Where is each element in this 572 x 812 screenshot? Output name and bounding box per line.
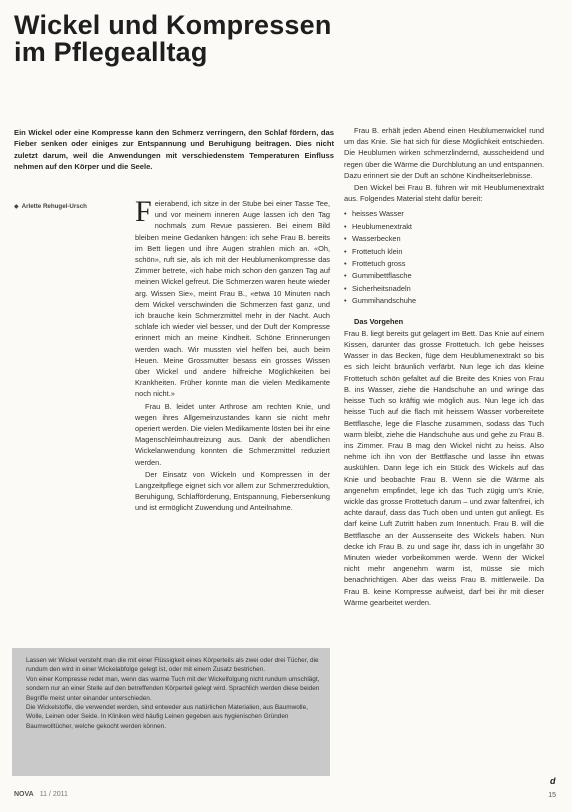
diamond-icon: ◆ (14, 204, 19, 210)
author-name: Arlette Rehugel-Ursch (21, 203, 87, 210)
author-byline (14, 203, 124, 210)
title-line-1: Wickel und Kompressen (14, 10, 332, 40)
list-item: • Wasserbecken (344, 233, 544, 245)
info-paragraph: Von einer Kompresse redet man, wenn das warme Tuch mit der Wickelfolgung nicht rundum umschlägt, sondern nur an einer Stelle auf den betreffenden Körperteil gelegt wird. Sprachlich werden diese beiden Begriffe meist unter einander unterschieden. (26, 675, 320, 702)
article-paragraph: Frau B. erhält jeden Abend einen Heublumenwickel rund um das Knie. Sie hat sich für diese Möglichkeit entschieden. Die Heublumen wirken schmerzlindernd, ausscheidend und regen über die Wärme die Durchblutung an und entspannen. Dazu erinnert sie der Duft an schöne Kindheitserlebnisse. (344, 126, 544, 180)
article-paragraph: Der Einsatz von Wickeln und Kompressen in der Langzeitpflege eignet sich vor allem zur Schmerzreduktion, Beruhigung, Schlafförderung, Entspannung, Fiebersenkung und ist ermöglicht Zuwendung und Anteilnahme. (135, 469, 330, 513)
drop-cap: F (135, 195, 152, 228)
article-paragraph: Frau B. leidet unter Arthrose am rechten Knie, und wegen ihres Allgemeinzustandes kann sie nicht mehr operiert werden. Die vielen Medikamente lösten bei ihr eine Magenschleimhautreizung aus. Dank der abendlichen Wickelanwendung konnten die Schmerzmittel reduziert werden. (135, 401, 330, 467)
intro-lead: Ein Wickel oder eine Kompresse kann den Schmerz verringern, den Schlaf fördern, das Fieber senken oder einiges zur Entspannung und Beruhigung beitragen. Dies nicht zuletzt darum, weil die Anwendungen mit verschiedenstem Temperaturen Einfluss nehmen auf den Körper und die Seele. (14, 128, 334, 171)
title-line-2: im Pflegealltag (14, 37, 208, 67)
list-item: • heisses Wasser (344, 208, 544, 220)
list-item: • Gummihandschuhe (344, 295, 544, 307)
info-paragraph: Lassen wir Wickel versteht man die mit einer Flüssigkeit eines Körperteils als zwei oder drei Tücher, die rundum den wird in einer Wickelabfolge gelegt ist, oder mit einem Zusatz bestrichen. (26, 657, 319, 674)
article-paragraph: Den Wickel bei Frau B. führen wir mit Heublumenextrakt aus. Folgendes Material steht dafür bereit: (344, 183, 544, 204)
page-title (14, 12, 534, 66)
materials-list (344, 208, 544, 307)
article-column-middle (135, 195, 330, 515)
corner-mark: d (550, 776, 556, 786)
footer-publication (14, 791, 68, 798)
list-item: • Gummibettflasche (344, 270, 544, 282)
footer-issue: 11 / 2011 (39, 791, 68, 798)
list-item: • Frottetuch gross (344, 258, 544, 270)
info-box (12, 648, 330, 776)
list-item: • Sicherheitsnadeln (344, 283, 544, 295)
article-paragraph: Feierabend, ich sitze in der Stube bei einer Tasse Tee, und vor meinem inneren Auge lassen ich den Tag nochmals zum Revue passieren. Bei einem Bild bleiben meine Gedanken hängen: ich sehe Frau B. bereits im Bett liegen und ihre Augen strahlen mich an. «Oh, schön», ruft sie, als ich mit der Heublumenkompresse das Zimmer betrete, «ich habe mich schon den ganzen Tag auf meinen Wickel gefreut. Die Schmerzen waren heute wieder arg. Wissen Sie», meint Frau B., «etwa 10 Minuten nach dem Wickel verschwinden die Schmerzen fast ganz, und ich brauche kein Schmerzmittel mehr in der Nacht. Auch schlafe ich wieder viel besser, und der Duft der Kompresse erinnert mich an meine Kindheit. Schöne Erinnerungen werden wach. Wir mussten viel helfen bei, auch beim Heuen. Meine Grossmutter besass ein grosses Wissen über Wickel und andere hilfreiche Möglichkeiten bei Krankheiten. Früher konnte man die vielen Medikamente noch nicht.» (135, 195, 330, 399)
page-number: 15 (548, 792, 556, 799)
article-paragraph: Frau B. liegt bereits gut gelagert im Bett. Das Knie auf einem Kissen, darunter das grosse Frottetuch. Ich gebe heisses Wasser in das Becken, füge dem Heublumenextrakt so bis es sich leicht bräunlich verfärbt. Nun lege ich das kleine Frottetuch schön gefaltet auf die Breite des Knies von Frau B. ins Wasser, ziehe die Handschuhe an und wringe das heisse Tuch so kräftig wie möglich aus. Nun lege ich das heisse Tuch auf die flach mit heissem Wasser vorbereitete Bettflasche, lege die Flasche zusammen, sodass das Tuch warm bleibt, ziehe die Handschuhe aus und gehe zu Frau B. ins Zimmer. Frau B mag den Wickel nicht zu heiss. Also nehme ich ihn von der Bettflasche und lasse ihn etwas auskühlen. Dann lege ich ein Stück des Wickels auf das Knie und beobachte Frau B. Wenn sie die Wärme als angenehm empfindet, lege ich das Tuch zügig um's Knie, wickle das grosse Frottetuch darum – und zwar faltenfrei, ich achte darauf, dass das Tuch oben und unten gut anliegt. Es darf keine Luft Zutritt haben zum Innentuch. Frau B. will die Bettflasche an der Aussenseite des Wickels haben. Nun decke ich Frau B. zu und sage ihr, dass ich in ungefähr 30 Minuten wieder vorbeikommen werde. Wenn der Wickel nicht mehr angenehm warm ist, müsse sie mich benachrichtigen. Aber das weiss Frau B. mittlerweile. Da Frau B. keine Kompresse aufweist, darf bei ihr mit dieser Wärme gearbeitet werden. (344, 328, 544, 607)
list-item: • Heublumenextrakt (344, 221, 544, 233)
section-subheading: Das Vorgehen (354, 316, 404, 326)
info-paragraph: Die Wickelstoffe, die verwendet werden, sind entweder aus natürlichen Materialien, aus Baumwolle, Wolle, Leinen oder Seide. In Kliniken wird häufig Leinen gegeben aus hygienischen Gründen Baumwolltücher, welche gekocht werden können. (26, 704, 308, 730)
article-column-right (344, 125, 544, 609)
footer-brand: NOVA (14, 791, 34, 798)
list-item: • Frottetuch klein (344, 246, 544, 258)
